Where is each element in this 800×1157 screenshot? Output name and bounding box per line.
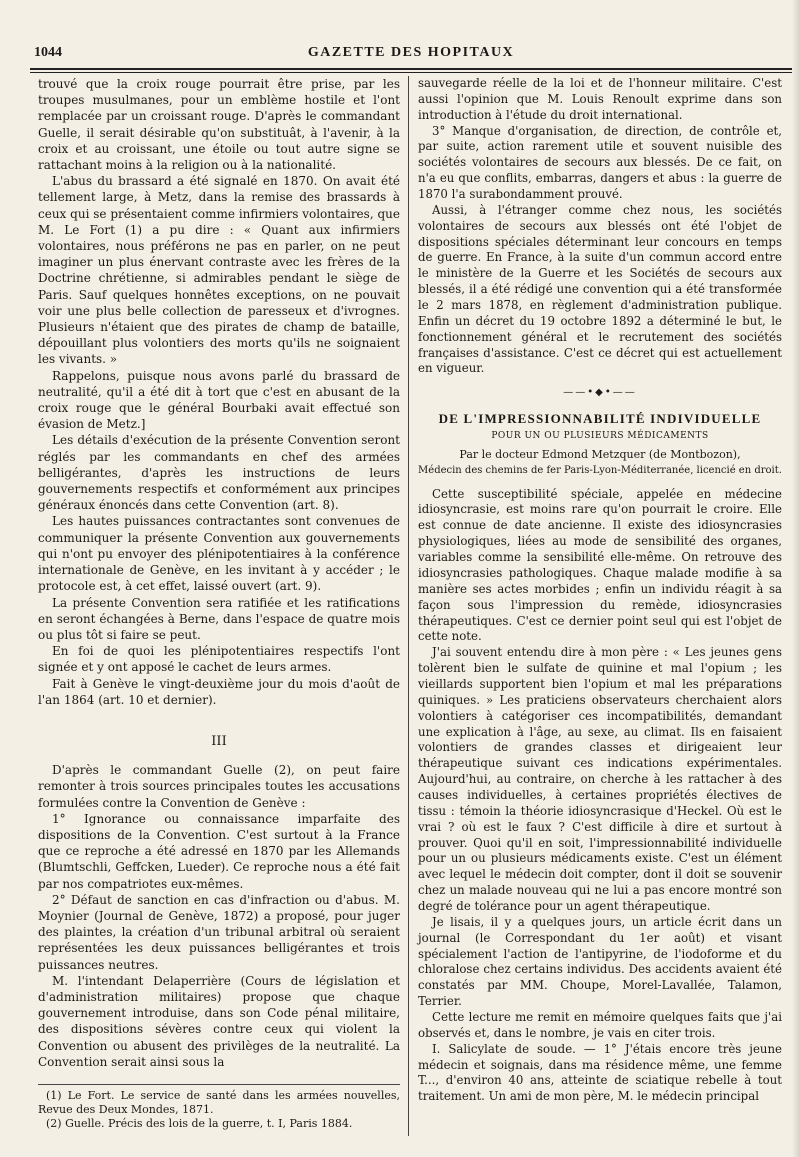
paragraph: 2° Défaut de sanction en cas d'infraction ou d'abus. M. Moynier (Journal de Genève, 1872) a proposé, pour juger des plaintes, la création d'un tribunal arbitral où seraient représentées les deux puissances belligérantes et trois puissances neutres. bbox=[38, 892, 400, 972]
paragraph: 3° Manque d'organisation, de direction, de contrôle et, par suite, action rarement utile et souvent nuisible des sociétés volontaires de secours aux blessés. De ce fait, on n'a eu que conflits, embarras, dangers et abus : la guerre de 1870 l'a surabondamment prouvé. bbox=[418, 123, 782, 202]
paragraph: I. Salicylate de soude. — 1° J'étais encore très jeune médecin et soignais, dans ma résidence même, une femme T..., d'environ 40 ans, atteinte de sciatique rebelle à tout traitement. Un ami de mon père, M. le médecin principal bbox=[418, 1041, 782, 1104]
article-subtitle: POUR UN OU PLUSIEURS MÉDICAMENTS bbox=[491, 431, 709, 442]
section-number: III bbox=[211, 733, 227, 749]
paragraph: J'ai souvent entendu dire à mon père : « Les jeunes gens tolèrent bien le sulfate de quinine et mal l'opium ; les vieillards supportent bien l'opium et mal les préparations quiniques. » Les praticiens observateurs cherchaient alors volontiers à catégoriser ces incompatibilités, demandant une explication à l'âge, au sexe, au climat. Ils en faisaient volontiers de grandes classes et dirigeaient leur thérapeutique suivant ces indications expérimentales. Aujourd'hui, au contraire, on cherche à les rattacher à des causes individuelles, à certaines propriétés électives de tissu : témoin la théorie idiosyncrasique d'Heckel. Où est le vrai ? où est le faux ? C'est difficile à dire et surtout à prouver. Quoi qu'il en soit, l'impressionnabilité individuelle pour un ou plusieurs médicaments existe. C'est un élément avec lequel le médecin doit compter, dont il doit se souvenir chez un malade nouveau qui ne lui a pas encore montré son degré de tolérance pour un agent thérapeutique. bbox=[418, 645, 782, 913]
running-title: GAZETTE DES HOPITAUX bbox=[307, 45, 515, 60]
right-column bbox=[418, 76, 782, 1105]
paragraph: D'après le commandant Guelle (2), on peut faire remonter à trois sources principales toutes les accusations formulées contre la Convention de Genève : bbox=[38, 763, 400, 810]
paragraph: Cette susceptibilité spéciale, appelée en médecine idiosyncrasie, est moins rare qu'on pourrait le croire. Elle est connue de date ancienne. Il existe des idiosyncrasies physiologiques, liées au mode de sensibilité des organes, variables comme la sensibilité elle-même. On retrouve des idiosyncrasies pathologiques. Chaque malade modifie à sa manière ses actes morbides ; enfin un individu réagit à sa façon sous l'impression du remède, idiosyncrasies thérapeutiques. C'est ce dernier point seul qui est l'objet de cette note. bbox=[418, 486, 782, 644]
column-divider bbox=[408, 76, 409, 1136]
page-header bbox=[30, 44, 792, 66]
article-affiliation: Médecin des chemins de fer Paris-Lyon-Méditerranée, licencié en droit. bbox=[418, 464, 782, 476]
paragraph: Aussi, à l'étranger comme chez nous, les sociétés volontaires de secours aux blessés ont été l'objet de dispositions spéciales déterminant leur concours en temps de guerre. En France, à la suite d'un commun accord entre le ministère de la Guerre et les Sociétés de secours aux blessés, il a été rédigé une convention qui a été transformée le 2 mars 1878, en règlement d'administration publique. Enfin un décret du 19 octobre 1892 a déterminé le but, le fonctionnement général et le recrutement des sociétés françaises d'assistance. C'est ce décret qui est actuellement en vigueur. bbox=[418, 202, 782, 376]
header-rule-thick bbox=[30, 68, 792, 70]
paragraph: La présente Convention sera ratifiée et les ratifications en seront échangées à Berne, dans l'espace de quatre mois ou plus tôt si faire se peut. bbox=[38, 595, 400, 642]
paragraph: trouvé que la croix rouge pourrait être prise, par les troupes musulmanes, pour un emblème hostile et l'ont remplacée par un croissant rouge. D'après le commandant Guelle, il serait désirable qu'on substituât, à l'avenir, à la croix et au croissant, une étoile ou tout autre signe se rattachant moins à la religion ou à la nationalité. bbox=[38, 77, 400, 173]
paragraph: Je lisais, il y a quelques jours, un article écrit dans un journal (le Correspondant du 1er août) et visant spécialement l'action de l'antipyrine, de l'iodoforme et du chloralose chez certains individus. Des accidents avaient été constatés par MM. Choupe, Morel-Lavallée, Talamon, Terrier. bbox=[418, 914, 782, 1009]
paragraph: Les hautes puissances contractantes sont convenues de communiquer la présente Convention aux gouvernements qui n'ont pu envoyer des plénipotentiaires à la conférence internationale de Genève, en les invitant à y accéder ; le protocole est, à cet effet, laissé ouvert (art. 9). bbox=[38, 514, 400, 594]
paragraph: Rappelons, puisque nous avons parlé du brassard de neutralité, qu'il a été dit à tort que c'est en abusant de la croix rouge que le général Bourbaki avait effectué son évasion de Metz.] bbox=[38, 368, 400, 432]
article-title: DE L'IMPRESSIONNABILITÉ INDIVIDUELLE bbox=[438, 411, 762, 427]
paragraph: L'abus du brassard a été signalé en 1870. On avait été tellement large, à Metz, dans la remise des brassards à ceux qui se présentaient comme infirmiers volontaires, que M. Le Fort (1) a pu dire : « Quant aux infirmiers volontaires, nous préférons ne pas en parler, on ne peut imaginer un plus énervant contraste avec les frères de la Doctrine chrétienne, si admirables pendant le siège de Paris. Sauf quelques honnêtes exceptions, on ne pouvait voir une plus belle collection de paresseux et d'ivrognes. Plusieurs n'étaient que des pirates de champ de bataille, dépouillant plus volontiers des morts qu'ils ne soignaient les vivants. » bbox=[38, 174, 400, 367]
left-column bbox=[38, 76, 400, 1131]
paragraph: 1° Ignorance ou connaissance imparfaite des dispositions de la Convention. C'est surtout à la France que ce reproche a été adressé en 1870 par les Allemands (Blumtschli, Geffcken, Lueder). Ce reproche nous a été fait par nos compatriotes eux-mêmes. bbox=[38, 811, 400, 891]
paragraph: sauvegarde réelle de la loi et de l'honneur militaire. C'est aussi l'opinion que M. Louis Renoult exprime dans son introduction à l'étude du droit international. bbox=[418, 76, 782, 122]
article-separator-ornament: ——•◆•—— bbox=[563, 387, 637, 399]
paragraph: Fait à Genève le vingt-deuxième jour du mois d'août de l'an 1864 (art. 10 et dernier). bbox=[38, 676, 400, 707]
header-rule-thin bbox=[30, 72, 792, 73]
paragraph: M. l'intendant Delaperrière (Cours de législation et d'administration militaires) propose que chaque gouvernement introduise, dans son Code pénal militaire, des dispositions sévères contre ceux qui violent la Convention ou abusent des privilèges de la neutralité. La Convention serait ainsi sous la bbox=[38, 973, 400, 1069]
paragraph: Cette lecture me remit en mémoire quelques faits que j'ai observés et, dans le nombre, je vais en citer trois. bbox=[418, 1009, 782, 1040]
page-edge-shadow bbox=[792, 0, 800, 1157]
footnotes bbox=[38, 1084, 400, 1131]
footnote: (1) Le Fort. Le service de santé dans les armées nouvelles, Revue des Deux Mondes, 1871. bbox=[38, 1088, 400, 1116]
footnote: (2) Guelle. Précis des lois de la guerre, t. I, Paris 1884. bbox=[46, 1116, 353, 1130]
page-number: 1044 bbox=[34, 45, 62, 60]
article-author: Par le docteur Edmond Metzquer (de Montbozon), bbox=[459, 447, 741, 461]
paragraph: En foi de quoi les plénipotentiaires respectifs l'ont signée et y ont apposé le cachet de leurs armes. bbox=[38, 644, 400, 675]
paragraph: Les détails d'exécution de la présente Convention seront réglés par les commandants en chef des armées belligérantes, d'après les instructions de leurs gouvernements respectifs et conformément aux principes généraux énoncés dans cette Convention (art. 8). bbox=[38, 433, 400, 513]
